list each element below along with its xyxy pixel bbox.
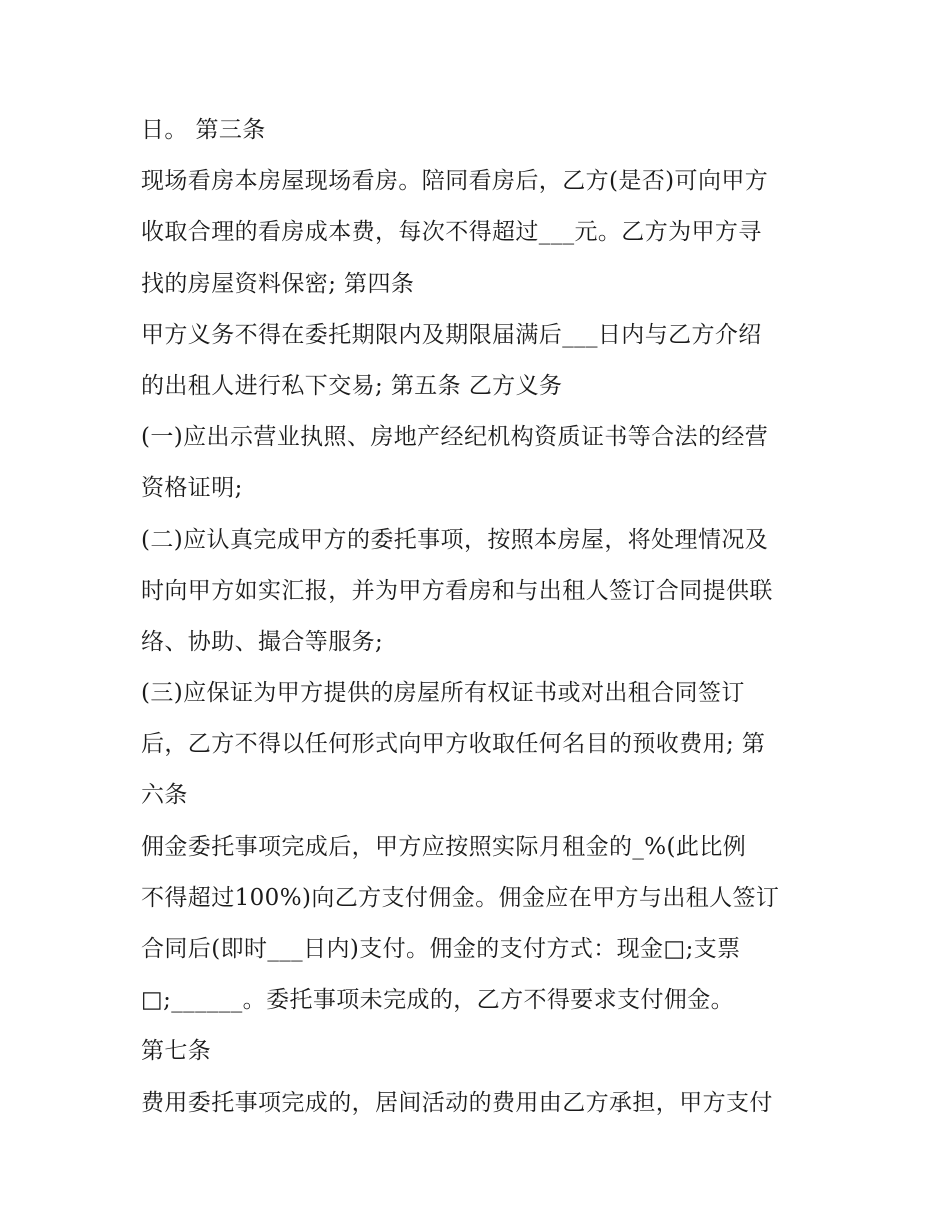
text-line: 时向甲方如实汇报，并为甲方看房和与出租人签订合同提供联 (141, 577, 773, 604)
text-line: 资格证明; (141, 475, 243, 502)
contract-text (141, 107, 831, 1131)
text-line: (二)应认真完成甲方的委托事项，按照本房屋，将处理情况及 (141, 526, 769, 553)
text-line: (一)应出示营业执照、房地产经纪机构资质证书等合法的经营 (141, 424, 769, 451)
text-line: 第七条 (141, 1038, 212, 1065)
text-line: 后，乙方不得以任何形式向甲方收取任何名目的预收费用; 第 (141, 731, 766, 758)
text-line: 络、协助、撮合等服务; (141, 628, 384, 655)
text-line: 不得超过100%)向乙方支付佣金。佣金应在甲方与出租人签订 (141, 884, 780, 911)
text-line: (三)应保证为甲方提供的房屋所有权证书或对出租合同签订 (141, 680, 745, 707)
text-line: 佣金委托事项完成后，甲方应按照实际月租金的_%(此比例 (141, 833, 747, 860)
text-line: 收取合理的看房成本费，每次不得超过___元。乙方为甲方寻 (141, 219, 762, 246)
text-line: 合同后(即时___日内)支付。佣金的支付方式：现金□;支票 (141, 936, 741, 962)
text-line: 日。 第三条 (141, 117, 266, 143)
text-line: 六条 (141, 782, 188, 809)
text-line: 甲方义务不得在委托期限内及期限届满后___日内与乙方介绍 (141, 321, 762, 348)
text-line: 找的房屋资料保密; 第四条 (141, 270, 415, 297)
text-line: 的出租人进行私下交易; 第五条 乙方义务 (141, 372, 563, 399)
text-line: 现场看房本房屋现场看房。陪同看房后，乙方(是否)可向甲方 (141, 168, 769, 195)
text-line: 费用委托事项完成的，居间活动的费用由乙方承担，甲方支付 (141, 1089, 773, 1116)
text-line: □;______。委托事项未完成的，乙方不得要求支付佣金。 (141, 987, 735, 1014)
